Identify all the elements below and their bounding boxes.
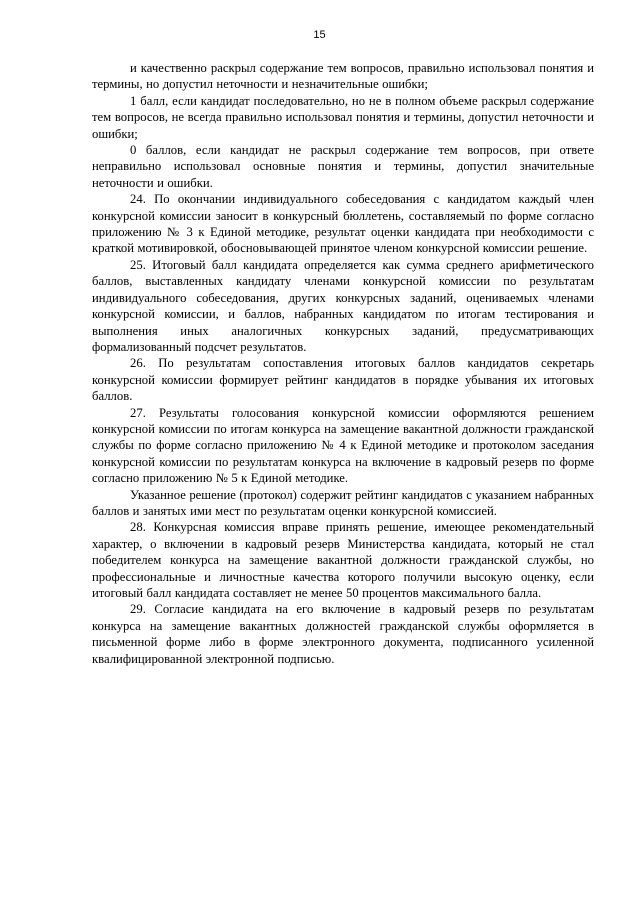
paragraph-grading-1-point: 1 балл, если кандидат последовательно, но не в полном объеме раскрыл содержание тем вопросов, не всегда правильно использовал понятия и термины, допустил неточности и ошибки; (92, 93, 594, 141)
paragraph-item-25: 25. Итоговый балл кандидата определяется как сумма среднего арифметического баллов, выставленных кандидату членами конкурсной комиссии по результатам индивидуального собеседования, других конкурсных заданий, оцениваемых членами конкурсной комиссии, и баллов, набранных кандидатом по итогам тестирования и выполнения иных аналогичных конкурсных заданий, предусматривающих формализованный подсчет результатов. (92, 257, 594, 354)
paragraph-item-29: 29. Согласие кандидата на его включение в кадровый резерв по результатам конкурса на замещение вакантных должностей гражданской службы оформляется в письменной форме либо в форме электронного документа, подписанного усиленной квалифицированной электронной подписью. (92, 602, 594, 666)
paragraph-item-28: 28. Конкурсная комиссия вправе принять решение, имеющее рекомендательный характер, о включении в кадровый резерв Министерства кандидата, который не стал победителем конкурса на замещение вакантной должности гражданской службы, но профессиональные и личностные качества которого получили высокую оценку, если итоговый балл кандидата составляет не менее 50 процентов максимального балла. (92, 520, 594, 600)
paragraph-item-24: 24. По окончании индивидуального собеседования с кандидатом каждый член конкурсной комиссии заносит в конкурсный бюллетень, составляемый по форме согласно приложению № 3 к Единой методике, результат оценки кандидата при необходимости с краткой мотивировкой, обосновывающей принятое членом конкурсной комиссии решение. (92, 192, 594, 256)
document-body (92, 60, 594, 667)
paragraph-decision-rating: Указанное решение (протокол) содержит рейтинг кандидатов с указанием набранных баллов и занятых ими мест по результатам оценки конкурсной комиссией. (92, 487, 594, 518)
paragraph-grading-2-points-continued: и качественно раскрыл содержание тем вопросов, правильно использовал понятия и термины, но допустил неточности и незначительные ошибки; (92, 61, 594, 92)
paragraph-item-26: 26. По результатам сопоставления итоговых баллов кандидатов секретарь конкурсной комиссии формирует рейтинг кандидатов в порядке убывания их итоговых баллов. (92, 356, 594, 404)
paragraph-grading-0-points: 0 баллов, если кандидат не раскрыл содержание тем вопросов, при ответе неправильно использовал основные понятия и термины, допустил значительные неточности и ошибки. (92, 143, 594, 190)
paragraph-item-27: 27. Результаты голосования конкурсной комиссии оформляются решением конкурсной комиссии по итогам конкурса на замещение вакантной должности гражданской службы по форме согласно приложению № 4 к Единой методике и протоколом заседания конкурсной комиссии по результатам конкурса на включение в кадровый резерв по форме согласно приложению № 5 к Единой методике. (92, 405, 594, 486)
page-number: 15 (313, 29, 326, 41)
